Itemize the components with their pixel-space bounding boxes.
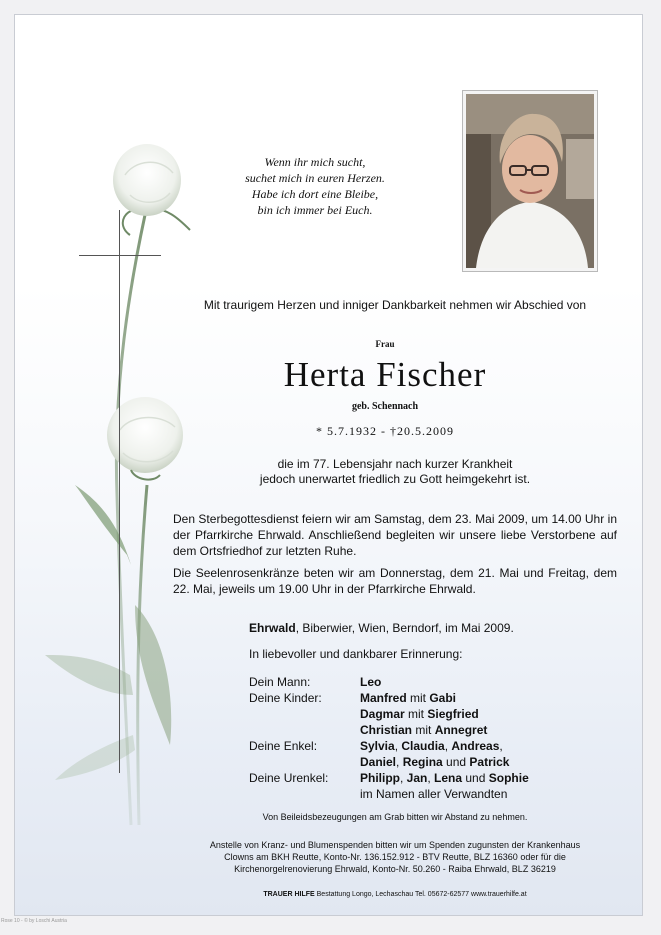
birth-name: geb. Schennach: [351, 401, 419, 412]
funeral-paragraph: Den Sterbegottesdienst feiern wir am Samstag, dem 23. Mai 2009, um 14.00 Uhr in der Pfarrkirche Ehrwald. Anschließend begleiten wir unsere liebe Verstorbene auf dem Ortsfriedhof zur letzten Ruhe.: [173, 512, 617, 558]
mourner-label: [249, 722, 360, 738]
mourner-name: Gabi: [429, 691, 457, 705]
quote-line: bin ich immer bei Euch.: [257, 203, 373, 217]
mourner-connector: ,: [396, 755, 403, 769]
quote-block: [205, 154, 425, 218]
mourner-names: [360, 690, 456, 706]
mourner-names: [360, 754, 509, 770]
mourner-name: Regina: [402, 755, 443, 769]
cross-horizontal: [79, 255, 161, 256]
obituary-card: [14, 14, 643, 916]
mourner-name: Annegret: [434, 723, 488, 737]
mourner-name: Dagmar: [360, 707, 405, 721]
mourner-row: [249, 706, 629, 722]
place-rest: , Biberwier, Wien, Berndorf, im Mai 2009.: [295, 621, 514, 635]
quote-line: suchet mich in euren Herzen.: [245, 171, 385, 185]
cross-vertical: [119, 210, 120, 773]
mourner-name: Daniel: [360, 755, 397, 769]
mourner-connector: ,: [427, 771, 435, 785]
quote-line: Wenn ihr mich sucht,: [264, 155, 366, 169]
mourner-row: [249, 738, 629, 754]
donation-line: Clowns am BKH Reutte, Konto-Nr. 136.152.912 - BTV Reutte, BLZ 16360 oder für die: [224, 852, 566, 862]
mourner-label: Dein Mann:: [249, 675, 311, 689]
mourner-name: Claudia: [401, 739, 445, 753]
mourner-names: [360, 674, 381, 690]
mourner-row: [249, 690, 629, 706]
donation-line: Kirchenorgelrenovierung Ehrwald, Konto-Nr. 50.260 - Raiba Ehrwald, BLZ 36219: [234, 864, 556, 874]
mourner-row: [249, 770, 629, 786]
mourner-name: Siegfried: [427, 707, 479, 721]
mourner-name: Patrick: [469, 755, 510, 769]
mourner-name: Sophie: [488, 771, 529, 785]
mourner-name: Sylvia: [360, 739, 395, 753]
portrait-photo: [463, 91, 597, 271]
mourner-connector: ,: [444, 739, 452, 753]
image-credit: Rose 10 - © by Loschi Austria: [1, 918, 67, 924]
mourners-list: [249, 674, 629, 802]
mourner-connector: ,: [499, 739, 503, 753]
mourner-connector: mit: [412, 723, 435, 737]
mourner-name: Manfred: [360, 691, 407, 705]
death-notice: [165, 457, 625, 487]
life-dates: * 5.7.1932 - †20.5.2009: [316, 424, 454, 438]
mourner-connector: mit: [404, 707, 428, 721]
mourner-connector: ,: [394, 739, 402, 753]
mourner-row: [249, 722, 629, 738]
place-date-line: [249, 621, 609, 635]
funeral-home-footer: [165, 891, 625, 898]
funeral-home-name: TRAUER HILFE: [263, 891, 315, 898]
donation-line: Anstelle von Kranz- und Blumenspenden bitten wir um Spenden zugunsten der Krankenhaus: [209, 840, 581, 850]
mourner-connector: ,: [400, 771, 407, 785]
title-frau: Frau: [375, 339, 395, 349]
mourner-name: Jan: [406, 771, 428, 785]
mourner-names: [360, 722, 487, 738]
mourner-row: [249, 786, 629, 802]
mourner-name: Andreas: [451, 739, 500, 753]
deceased-name: Herta Fischer: [283, 355, 487, 394]
mourner-label: Deine Urenkel:: [249, 771, 329, 785]
mourner-names: [360, 706, 479, 722]
mourner-row: [249, 674, 629, 690]
mourner-name: Leo: [360, 675, 382, 689]
mourner-label: [249, 754, 360, 770]
mourner-name: Philipp: [360, 771, 400, 785]
mourner-connector: mit: [406, 691, 430, 705]
mourner-names: [360, 738, 503, 754]
death-notice-line: die im 77. Lebensjahr nach kurzer Krankheit: [277, 457, 513, 471]
mourner-label: Deine Kinder:: [249, 691, 322, 705]
mourner-connector: und: [462, 771, 489, 785]
quote-line: Habe ich dort eine Bleibe,: [251, 187, 379, 201]
mourner-names: [360, 786, 507, 802]
intro-text: Mit traurigem Herzen und inniger Dankbarkeit nehmen wir Abschied von: [203, 298, 587, 312]
mourner-name: Christian: [360, 723, 413, 737]
mourner-label: [249, 706, 360, 722]
condolence-note: Von Beileidsbezeugungen am Grab bitten wir Abstand zu nehmen.: [262, 812, 528, 822]
donation-note: [165, 839, 625, 875]
mourner-names: [360, 770, 529, 786]
memory-line: In liebevoller und dankbarer Erinnerung:: [249, 647, 463, 661]
mourner-row: [249, 754, 629, 770]
mourner-label: Deine Enkel:: [249, 739, 318, 753]
mourner-name: Lena: [434, 771, 463, 785]
place-main: Ehrwald: [249, 621, 296, 635]
mourner-label: [249, 786, 360, 802]
funeral-home-details: Bestattung Longo, Lechaschau Tel. 05672-62577 www.trauerhilfe.at: [314, 891, 527, 898]
mourner-connector: und: [442, 755, 470, 769]
rosary-paragraph: Die Seelenrosenkränze beten wir am Donnerstag, dem 21. Mai und Freitag, dem 22. Mai, jeweils um 19.00 Uhr in der Pfarrkirche Ehrwald.: [173, 566, 617, 596]
mourner-connector: im Namen aller Verwandten: [360, 787, 508, 801]
death-notice-line: jedoch unerwartet friedlich zu Gott heimgekehrt ist.: [259, 472, 531, 486]
